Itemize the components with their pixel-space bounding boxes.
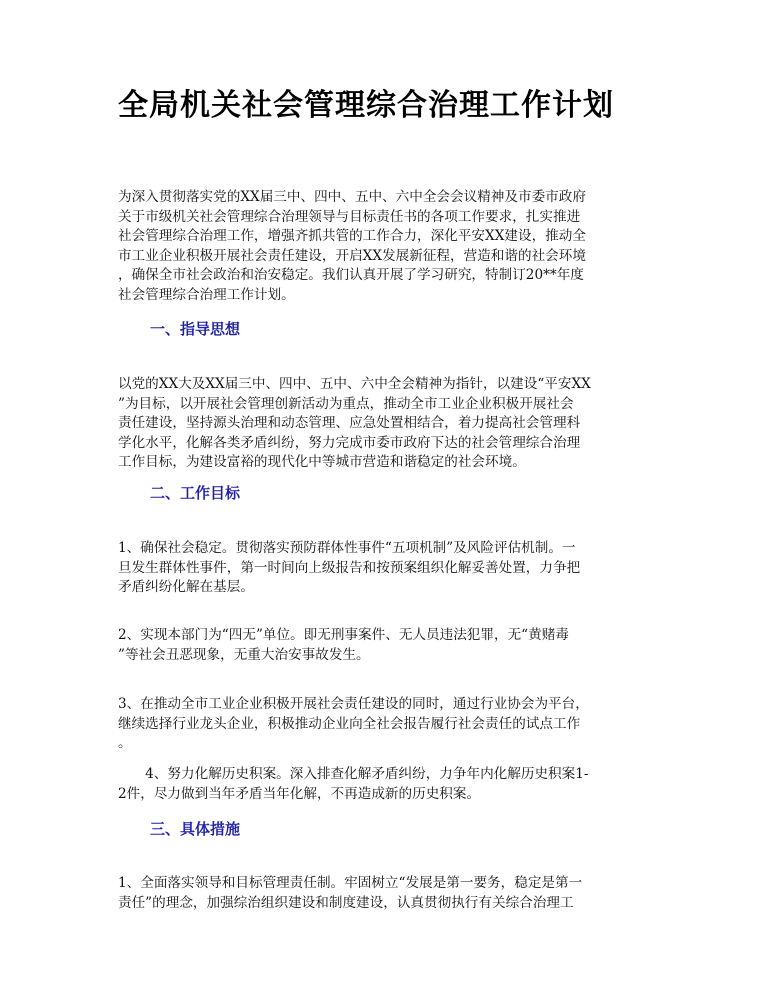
intro-line: 关于市级机关社会管理综合治理领导与目标责任书的各项工作要求，扎实推进 <box>118 208 581 225</box>
paragraph-line: 。 <box>118 735 132 751</box>
paragraph-line: 1、全面落实领导和目标管理责任制。牢固树立“发展是第一要务，稳定是第一 <box>118 875 583 891</box>
paragraph-line: 4、努力化解历史积案。深入排查化解矛盾纠纷，力争年内化解历史积案1- <box>118 766 589 782</box>
paragraph-line: 矛盾纠纷化解在基层。 <box>118 579 254 595</box>
intro-line: 社会管理综合治理工作，增强齐抓共管的工作合力，深化平安XX建设，推动全 <box>118 228 586 244</box>
paragraph-line: 工作目标，为建设富裕的现代化中等城市营造和谐稳定的社会环境。 <box>118 454 526 470</box>
paragraph-line: 继续选择行业龙头企业，积极推动企业向全社会报告履行社会责任的试点工作 <box>118 715 581 732</box>
paragraph-line: 1、确保社会稳定。贯彻落实预防群体性事件“五项机制”及风险评估机制。一 <box>118 540 576 556</box>
paragraph-line: 责任建设，坚持源头治理和动态管理、应急处置相结合，着力提高社会管理科 <box>118 415 581 431</box>
section-heading-specific-measures: 三、具体措施 <box>150 820 241 838</box>
intro-line: 为深入贯彻落实党的XX届三中、四中、五中、六中全会会议精神及市委市政府 <box>118 189 586 205</box>
paragraph-line: ”等社会丑恶现象，无重大治安事故发生。 <box>118 646 370 663</box>
guiding-ideology-paragraph <box>118 375 655 473</box>
goal-item-4 <box>118 765 655 804</box>
measure-item-1 <box>118 874 655 913</box>
goal-item-3 <box>118 695 655 754</box>
paragraph-line: 2、实现本部门为“四无”单位。即无刑事案件、无人员违法犯罪，无“黄赌毒 <box>118 627 569 643</box>
paragraph-line: ”为目标，以开展社会管理创新活动为重点，推动全市工业企业积极开展社会 <box>118 395 574 412</box>
paragraph-line: 以党的XX大及XX届三中、四中、五中、六中全会精神为指针，以建设“平安XX <box>118 376 591 392</box>
paragraph-line: 责任”的理念，加强综治组织建设和制度建设，认真贯彻执行有关综合治理工 <box>118 894 574 911</box>
paragraph-line: 学化水平，化解各类矛盾纠纷，努力完成市委市政府下达的社会管理综合治理 <box>118 434 581 451</box>
section-heading-guiding-ideology: 一、指导思想 <box>150 320 241 338</box>
intro-paragraph <box>118 188 655 305</box>
intro-line: ，确保全市社会政治和治安稳定。我们认真开展了学习研究，特制订20**年度 <box>118 267 584 283</box>
section-heading-work-goals: 二、工作目标 <box>150 484 241 502</box>
goal-item-1 <box>118 539 655 598</box>
intro-line: 市工业企业积极开展社会责任建设，开启XX发展新征程，营造和谐的社会环境 <box>118 247 586 264</box>
paragraph-line: 3、在推动全市工业企业积极开展社会责任建设的同时，通过行业协会为平台， <box>118 696 589 712</box>
document-title: 全局机关社会管理综合治理工作计划 <box>118 88 614 123</box>
goal-item-2 <box>118 626 655 665</box>
paragraph-line: 旦发生群体性事件，第一时间向上级报告和按预案组织化解妥善处置，力争把 <box>118 559 581 576</box>
intro-line: 社会管理综合治理工作计划。 <box>118 286 295 303</box>
paragraph-line: 2件，尽力做到当年矛盾当年化解，不再造成新的历史积案。 <box>118 785 481 802</box>
